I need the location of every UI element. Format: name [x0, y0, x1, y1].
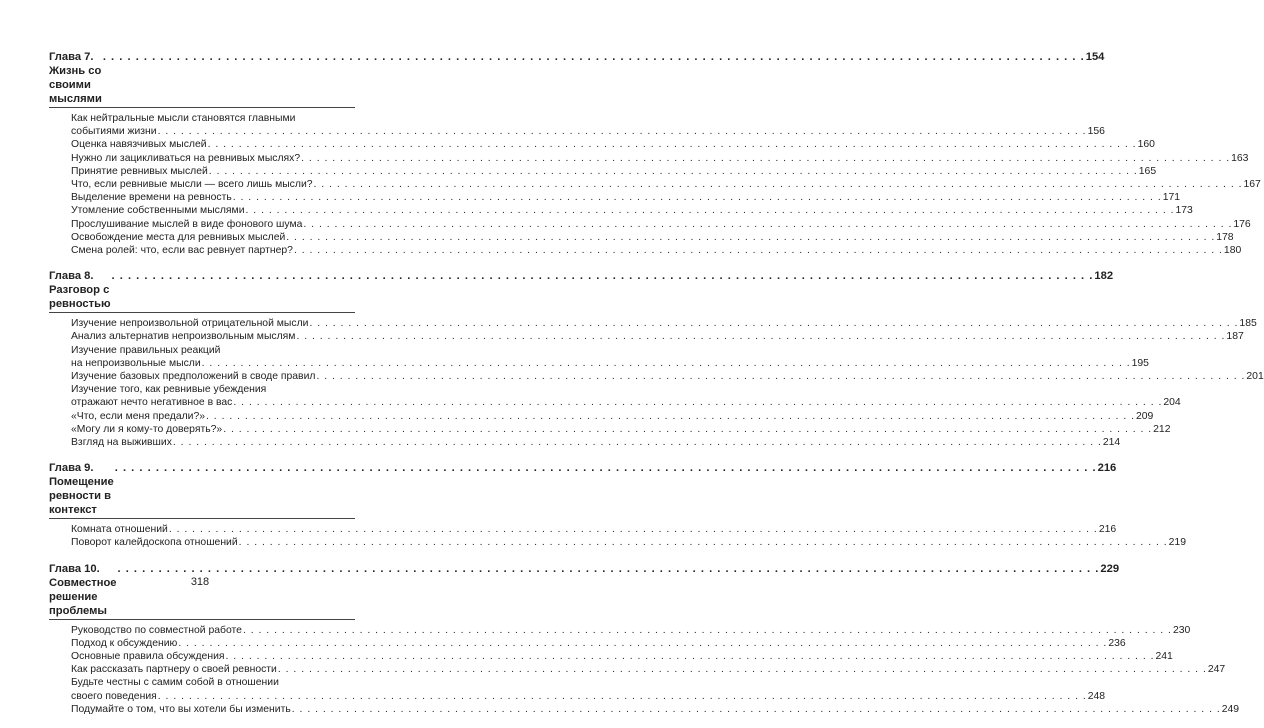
toc-entry[interactable]: [71, 330, 1244, 343]
toc-entry[interactable]: [71, 218, 1251, 231]
toc-entry-first-line: Изучение правильных реакций: [71, 344, 221, 356]
dot-leader: . . . . . . . . . . . . . . . . . . . . . . . . . . . . . . . . . . . . . . . . . . . . . . . . . . . . . . . . . . . . . . . . . . . . . . . . . . . . . . . . . . . . . . . . . . . . . . . . . . . . . . . . . . . . . . . . . . . . . . . .: [208, 165, 1138, 177]
toc-entry[interactable]: [71, 690, 1106, 703]
toc-entry-title: Освобождение места для ревнивых мыслей: [71, 231, 286, 243]
toc-entry-title: отражают нечто негативное в вас: [71, 397, 233, 409]
toc-entry-page: 219: [1168, 537, 1186, 549]
table-of-contents: [49, 50, 1264, 728]
toc-entry[interactable]: [71, 317, 1257, 330]
section-list: [49, 317, 1264, 449]
toc-entry[interactable]: [71, 536, 1186, 549]
dot-leader: . . . . . . . . . . . . . . . . . . . . . . . . . . . . . . . . . . . . . . . . . . . . . . . . . . . . . . . . . . . . . . . . . . . . . . . . . . . . . . . . . . . . . . . . . . . . . . . . . . . . . . . . . . . . . . . . . . . . . . . .: [233, 397, 1163, 409]
chapter-section: [49, 269, 1264, 449]
toc-entry[interactable]: [71, 204, 1193, 217]
dot-leader: . . . . . . . . . . . . . . . . . . . . . . . . . . . . . . . . . . . . . . . . . . . . . . . . . . . . . . . . . . . . . . . . . . . . . . . . . . . . . . . . . . . . . . . . . . . . . . . . . . . . . . . . . . . . . . . . . . . . . . . .: [316, 371, 1246, 383]
toc-entry-title: Основные правила обсуждения: [71, 651, 225, 663]
toc-entry-title: «Могу ли я кому-то доверять?»: [71, 423, 223, 435]
toc-entry-page: 204: [1163, 397, 1181, 409]
toc-entry-title: событиями жизни: [71, 126, 157, 138]
chapter-section: [49, 461, 1186, 549]
toc-entry[interactable]: [71, 244, 1242, 257]
toc-entry[interactable]: [71, 410, 1154, 423]
toc-entry-first-line: Как нейтральные мысли становятся главными: [71, 113, 296, 124]
dot-leader: . . . . . . . . . . . . . . . . . . . . . . . . . . . . . . . . . . . . . . . . . . . . . . . . . . . . . . . . . . . . . . . . . . . . . . . . . . . . . . . . . . . . . . . . . . . . . . . . . . . . . . . . . . . . . . . . . . . . . . . .: [206, 410, 1135, 422]
toc-entry-title: Утомление собственными мыслями: [71, 205, 245, 217]
toc-entry-page: 156: [1087, 126, 1105, 138]
dot-leader: . . . . . . . . . . . . . . . . . . . . . . . . . . . . . . . . . . . . . . . . . . . . . . . . . . . . . . . . . . . . . . . . . . . . . . . . . . . . . . . . . . . . . . . . . . . . . . . . . . . . . . . . . . . . . . . . . . . . . . . .: [225, 651, 1155, 663]
section-list: [49, 112, 1261, 257]
toc-entry-page: 160: [1137, 139, 1155, 151]
toc-entry-title: на непроизвольные мысли: [71, 357, 201, 369]
toc-entry-title: Изучение базовых предположений в своде правил: [71, 371, 316, 383]
dot-leader: . . . . . . . . . . . . . . . . . . . . . . . . . . . . . . . . . . . . . . . . . . . . . . . . . . . . . . . . . . . . . . . . . . . . . . . . . . . . . . . . . . . . . . . . . . . . . . . . . . . . . . . . . . . . . . . . . . . . . . . .: [172, 437, 1102, 449]
toc-entry-title: Прослушивание мыслей в виде фонового шума: [71, 218, 303, 230]
toc-entry-title: Комната отношений: [71, 524, 168, 536]
toc-entry-page: 171: [1162, 192, 1181, 204]
dot-leader: . . . . . . . . . . . . . . . . . . . . . . . . . . . . . . . . . . . . . . . . . . . . . . . . . . . . . . . . . . . . . . . . . . . . . . . . . . . . . . . . . . . . . . . . . . . . . . . . . . . . . . . . . . . . . . . . . . . . . . . .: [232, 192, 1162, 204]
dot-leader: . . . . . . . . . . . . . . . . . . . . . . . . . . . . . . . . . . . . . . . . . . . . . . . . . . . . . . . . . . . . . . . . . . . . . . . . . . . . . . . . . . . . . . . . . . . . . . . . . . . . . . . . . . . . . . . . . . . . . . . .: [102, 51, 1085, 63]
toc-entry[interactable]: [71, 370, 1264, 383]
dot-leader: . . . . . . . . . . . . . . . . . . . . . . . . . . . . . . . . . . . . . . . . . . . . . . . . . . . . . . . . . . . . . . . . . . . . . . . . . . . . . . . . . . . . . . . . . . . . . . . . . . . . . . . . . . . . . . . . . . . . . . . .: [296, 331, 1226, 343]
toc-entry[interactable]: [71, 523, 1117, 536]
chapter-heading[interactable]: [49, 562, 1120, 620]
toc-entry-title: «Что, если меня предали?»: [71, 410, 206, 422]
toc-entry-title: Руководство по совместной работе: [71, 624, 242, 636]
dot-leader: . . . . . . . . . . . . . . . . . . . . . . . . . . . . . . . . . . . . . . . . . . . . . . . . . . . . . . . . . . . . . . . . . . . . . . . . . . . . . . . . . . . . . . . . . . . . . . . . . . . . . . . . . . . . . . . . . . . . . . . .: [293, 245, 1223, 257]
toc-entry-page: 195: [1131, 357, 1149, 369]
chapter-page: 154: [1085, 51, 1105, 63]
toc-entry-title: Принятие ревнивых мыслей: [71, 165, 208, 177]
toc-entry-title: Изучение непроизвольной отрицательной мысли: [71, 318, 309, 330]
toc-entry-page: 236: [1108, 637, 1126, 649]
toc-entry-title: Оценка навязчивых мыслей: [71, 139, 207, 151]
toc-entry-title: Нужно ли зацикливаться на ревнивых мыслях?: [71, 152, 301, 164]
chapter-page: 229: [1100, 562, 1120, 575]
dot-leader: . . . . . . . . . . . . . . . . . . . . . . . . . . . . . . . . . . . . . . . . . . . . . . . . . . . . . . . . . . . . . . . . . . . . . . . . . . . . . . . . . . . . . . . . . . . . . . . . . . . . . . . . . . . . . . . . . . . . . . . .: [313, 179, 1243, 191]
dot-leader: . . . . . . . . . . . . . . . . . . . . . . . . . . . . . . . . . . . . . . . . . . . . . . . . . . . . . . . . . . . . . . . . . . . . . . . . . . . . . . . . . . . . . . . . . . . . . . . . . . . . . . . . . . . . . . . . . . . . . . . .: [201, 357, 1131, 369]
dot-leader: . . . . . . . . . . . . . . . . . . . . . . . . . . . . . . . . . . . . . . . . . . . . . . . . . . . . . . . . . . . . . . . . . . . . . . . . . . . . . . . . . . . . . . . . . . . . . . . . . . . . . . . . . . . . . . . . . . . . . . . .: [114, 462, 1097, 475]
toc-entry-page: 173: [1175, 205, 1193, 217]
toc-entry[interactable]: [71, 165, 1157, 178]
toc-entry-title: Анализ альтернатив непроизвольным мыслям: [71, 331, 296, 343]
toc-entry-first-line: Изучение того, как ревнивые убеждения: [71, 384, 267, 396]
chapter-section: [49, 50, 1261, 257]
dot-leader: . . . . . . . . . . . . . . . . . . . . . . . . . . . . . . . . . . . . . . . . . . . . . . . . . . . . . . . . . . . . . . . . . . . . . . . . . . . . . . . . . . . . . . . . . . . . . . . . . . . . . . . . . . . . . . . . . . . . . . . .: [111, 270, 1094, 283]
toc-entry-title: Взгляд на выживших: [71, 437, 172, 449]
toc-entry-title: Смена ролей: что, если вас ревнует партнер?: [71, 245, 293, 257]
toc-entry-title: Подумайте о том, что вы хотели бы изменить: [71, 703, 291, 715]
chapter-page: 216: [1097, 462, 1117, 475]
toc-entry-page: 241: [1155, 651, 1173, 663]
toc-entry[interactable]: [71, 396, 1181, 409]
toc-entry[interactable]: [71, 436, 1121, 449]
toc-entry-page: 247: [1207, 664, 1226, 676]
toc-entry-page: 214: [1102, 437, 1121, 449]
toc-entry-page: 212: [1153, 423, 1171, 435]
toc-entry-page: 163: [1231, 152, 1249, 164]
toc-entry[interactable]: [71, 703, 1240, 716]
toc-entry-title: Как рассказать партнеру о своей ревности: [71, 664, 277, 676]
dot-leader: . . . . . . . . . . . . . . . . . . . . . . . . . . . . . . . . . . . . . . . . . . . . . . . . . . . . . . . . . . . . . . . . . . . . . . . . . . . . . . . . . . . . . . . . . . . . . . . . . . . . . . . . . . . . . . . . . . . . . . . .: [117, 562, 1100, 575]
toc-entry[interactable]: [71, 138, 1155, 151]
toc-entry-page: 209: [1136, 410, 1154, 422]
toc-entry-page: 167: [1243, 179, 1261, 191]
dot-leader: . . . . . . . . . . . . . . . . . . . . . . . . . . . . . . . . . . . . . . . . . . . . . . . . . . . . . . . . . . . . . . . . . . . . . . . . . . . . . . . . . . . . . . . . . . . . . . . . . . . . . . . . . . . . . . . . . . . . . . . .: [178, 637, 1108, 649]
dot-leader: . . . . . . . . . . . . . . . . . . . . . . . . . . . . . . . . . . . . . . . . . . . . . . . . . . . . . . . . . . . . . . . . . . . . . . . . . . . . . . . . . . . . . . . . . . . . . . . . . . . . . . . . . . . . . . . . . . . . . . . .: [168, 524, 1098, 536]
dot-leader: . . . . . . . . . . . . . . . . . . . . . . . . . . . . . . . . . . . . . . . . . . . . . . . . . . . . . . . . . . . . . . . . . . . . . . . . . . . . . . . . . . . . . . . . . . . . . . . . . . . . . . . . . . . . . . . . . . . . . . . .: [245, 205, 1175, 217]
dot-leader: . . . . . . . . . . . . . . . . . . . . . . . . . . . . . . . . . . . . . . . . . . . . . . . . . . . . . . . . . . . . . . . . . . . . . . . . . . . . . . . . . . . . . . . . . . . . . . . . . . . . . . . . . . . . . . . . . . . . . . . .: [157, 690, 1087, 702]
toc-entry-page: 178: [1216, 231, 1234, 243]
dot-leader: . . . . . . . . . . . . . . . . . . . . . . . . . . . . . . . . . . . . . . . . . . . . . . . . . . . . . . . . . . . . . . . . . . . . . . . . . . . . . . . . . . . . . . . . . . . . . . . . . . . . . . . . . . . . . . . . . . . . . . . .: [277, 664, 1207, 676]
dot-leader: . . . . . . . . . . . . . . . . . . . . . . . . . . . . . . . . . . . . . . . . . . . . . . . . . . . . . . . . . . . . . . . . . . . . . . . . . . . . . . . . . . . . . . . . . . . . . . . . . . . . . . . . . . . . . . . . . . . . . . . .: [301, 152, 1231, 164]
toc-entry[interactable]: [71, 637, 1126, 650]
toc-entry-page: 187: [1226, 331, 1244, 343]
chapter-title: Глава 8. Разговор с ревностью: [49, 270, 111, 311]
toc-entry[interactable]: [71, 191, 1181, 204]
chapter-heading[interactable]: [49, 269, 1114, 313]
toc-entry-title: Выделение времени на ревность: [71, 192, 232, 204]
dot-leader: . . . . . . . . . . . . . . . . . . . . . . . . . . . . . . . . . . . . . . . . . . . . . . . . . . . . . . . . . . . . . . . . . . . . . . . . . . . . . . . . . . . . . . . . . . . . . . . . . . . . . . . . . . . . . . . . . . . . . . . .: [309, 318, 1239, 330]
toc-entry-title: Поворот калейдоскопа отношений: [71, 537, 238, 549]
toc-entry[interactable]: [71, 152, 1249, 165]
chapter-title: Глава 9. Помещение ревности в контекст: [49, 462, 114, 517]
toc-entry[interactable]: [71, 650, 1173, 663]
toc-entry-page: 216: [1098, 524, 1117, 536]
dot-leader: . . . . . . . . . . . . . . . . . . . . . . . . . . . . . . . . . . . . . . . . . . . . . . . . . . . . . . . . . . . . . . . . . . . . . . . . . . . . . . . . . . . . . . . . . . . . . . . . . . . . . . . . . . . . . . . . . . . . . . . .: [157, 126, 1087, 138]
toc-entry-page: 185: [1239, 318, 1257, 330]
page-number: 318: [190, 576, 210, 588]
section-list: [49, 624, 1240, 716]
toc-entry[interactable]: [71, 125, 1105, 138]
toc-entry-page: 201: [1246, 371, 1264, 383]
toc-entry-page: 248: [1087, 690, 1106, 702]
toc-entry[interactable]: [71, 231, 1234, 244]
chapter-page: 182: [1094, 270, 1114, 283]
chapter-title: Глава 10. Совместное решение проблемы: [49, 562, 117, 617]
toc-entry[interactable]: [71, 624, 1191, 637]
toc-entry-page: 180: [1223, 245, 1242, 257]
dot-leader: . . . . . . . . . . . . . . . . . . . . . . . . . . . . . . . . . . . . . . . . . . . . . . . . . . . . . . . . . . . . . . . . . . . . . . . . . . . . . . . . . . . . . . . . . . . . . . . . . . . . . . . . . . . . . . . . . . . . . . . .: [223, 423, 1153, 435]
toc-entry-page: 176: [1233, 218, 1251, 230]
chapter-heading[interactable]: [49, 461, 1117, 519]
chapter-heading[interactable]: [49, 50, 1105, 108]
toc-entry-first-line: Будьте честны с самим собой в отношении: [71, 677, 279, 689]
dot-leader: . . . . . . . . . . . . . . . . . . . . . . . . . . . . . . . . . . . . . . . . . . . . . . . . . . . . . . . . . . . . . . . . . . . . . . . . . . . . . . . . . . . . . . . . . . . . . . . . . . . . . . . . . . . . . . . . . . . . . . . .: [291, 703, 1221, 715]
toc-entry-title: Подход к обсуждению: [71, 637, 178, 649]
dot-leader: . . . . . . . . . . . . . . . . . . . . . . . . . . . . . . . . . . . . . . . . . . . . . . . . . . . . . . . . . . . . . . . . . . . . . . . . . . . . . . . . . . . . . . . . . . . . . . . . . . . . . . . . . . . . . . . . . . . . . . . .: [286, 231, 1216, 243]
chapter-title: Глава 7. Жизнь со своими мыслями: [49, 51, 102, 105]
dot-leader: . . . . . . . . . . . . . . . . . . . . . . . . . . . . . . . . . . . . . . . . . . . . . . . . . . . . . . . . . . . . . . . . . . . . . . . . . . . . . . . . . . . . . . . . . . . . . . . . . . . . . . . . . . . . . . . . . . . . . . . .: [242, 624, 1172, 636]
dot-leader: . . . . . . . . . . . . . . . . . . . . . . . . . . . . . . . . . . . . . . . . . . . . . . . . . . . . . . . . . . . . . . . . . . . . . . . . . . . . . . . . . . . . . . . . . . . . . . . . . . . . . . . . . . . . . . . . . . . . . . . .: [303, 218, 1233, 230]
dot-leader: . . . . . . . . . . . . . . . . . . . . . . . . . . . . . . . . . . . . . . . . . . . . . . . . . . . . . . . . . . . . . . . . . . . . . . . . . . . . . . . . . . . . . . . . . . . . . . . . . . . . . . . . . . . . . . . . . . . . . . . .: [207, 139, 1137, 151]
toc-entry[interactable]: [71, 423, 1171, 436]
toc-entry[interactable]: [71, 663, 1226, 676]
section-list: [49, 523, 1186, 549]
toc-entry-title: Что, если ревнивые мысли — всего лишь мысли?: [71, 179, 313, 191]
dot-leader: . . . . . . . . . . . . . . . . . . . . . . . . . . . . . . . . . . . . . . . . . . . . . . . . . . . . . . . . . . . . . . . . . . . . . . . . . . . . . . . . . . . . . . . . . . . . . . . . . . . . . . . . . . . . . . . . . . . . . . . .: [238, 537, 1168, 549]
toc-entry-page: 165: [1138, 165, 1157, 177]
toc-entry-page: 249: [1221, 703, 1240, 715]
toc-entry[interactable]: [71, 357, 1149, 370]
toc-entry-title: своего поведения: [71, 690, 157, 702]
toc-entry[interactable]: [71, 178, 1261, 191]
toc-entry-page: 230: [1172, 624, 1191, 636]
